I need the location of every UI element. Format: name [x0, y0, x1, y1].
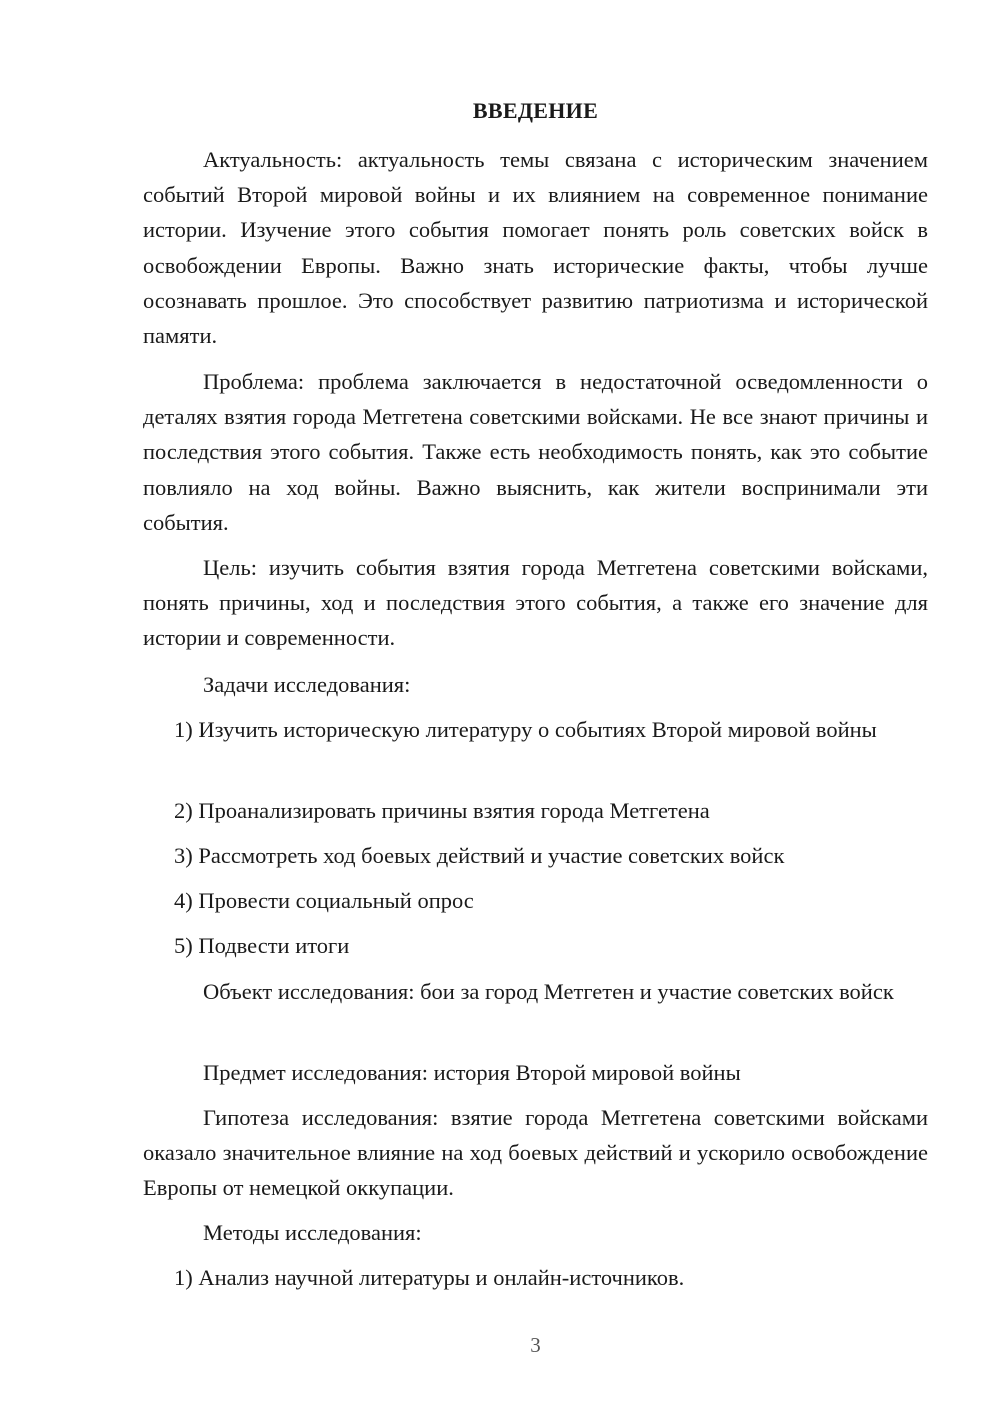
page-number: 3 — [530, 1333, 541, 1357]
paragraph-object: Объект исследования: бои за город Метгетен и участие советских войск — [203, 979, 894, 1004]
document-page — [143, 0, 928, 1414]
task-item-1: 1) Изучить историческую литературу о событиях Второй мировой войны — [174, 717, 877, 742]
method-item-1: 1) Анализ научной литературы и онлайн-источников. — [174, 1265, 685, 1290]
paragraph-relevance: Актуальность: актуальность темы связана с историческим значением событий Второй мировой войны и их влиянием на современное понимание истории. Изучение этого события помогает понять роль советских войск в освобождении Европы. Важно знать исторические факты, чтобы лучше осознавать прошлое. Это способствует развитию патриотизма и исторической памяти. — [143, 147, 928, 349]
paragraph-subject: Предмет исследования: история Второй мировой войны — [203, 1060, 741, 1085]
paragraph-problem: Проблема: проблема заключается в недостаточной осведомленности о деталях взятия города Метгетена советскими войсками. Не все знают причины и последствия этого события. Также есть необходимость понять, как это событие повлияло на ход войны. Важно выяснить, как жители воспринимали эти события. — [143, 369, 928, 535]
task-item-5: 5) Подвести итоги — [174, 933, 350, 958]
tasks-heading: Задачи исследования: — [203, 672, 411, 697]
paragraph-hypothesis: Гипотеза исследования: взятие города Метгетена советскими войсками оказало значительное влияние на ход боевых действий и ускорило освобождение Европы от немецкой оккупации. — [143, 1105, 928, 1201]
task-item-4: 4) Провести социальный опрос — [174, 888, 474, 913]
task-item-3: 3) Рассмотреть ход боевых действий и участие советских войск — [174, 843, 785, 868]
section-title: ВВЕДЕНИЕ — [472, 98, 599, 123]
paragraph-goal: Цель: изучить события взятия города Метгетена советскими войсками, понять причины, ход и последствия этого события, а также его значение для истории и современности. — [143, 555, 928, 651]
task-item-2: 2) Проанализировать причины взятия города Метгетена — [174, 798, 710, 823]
methods-heading: Методы исследования: — [203, 1220, 422, 1245]
